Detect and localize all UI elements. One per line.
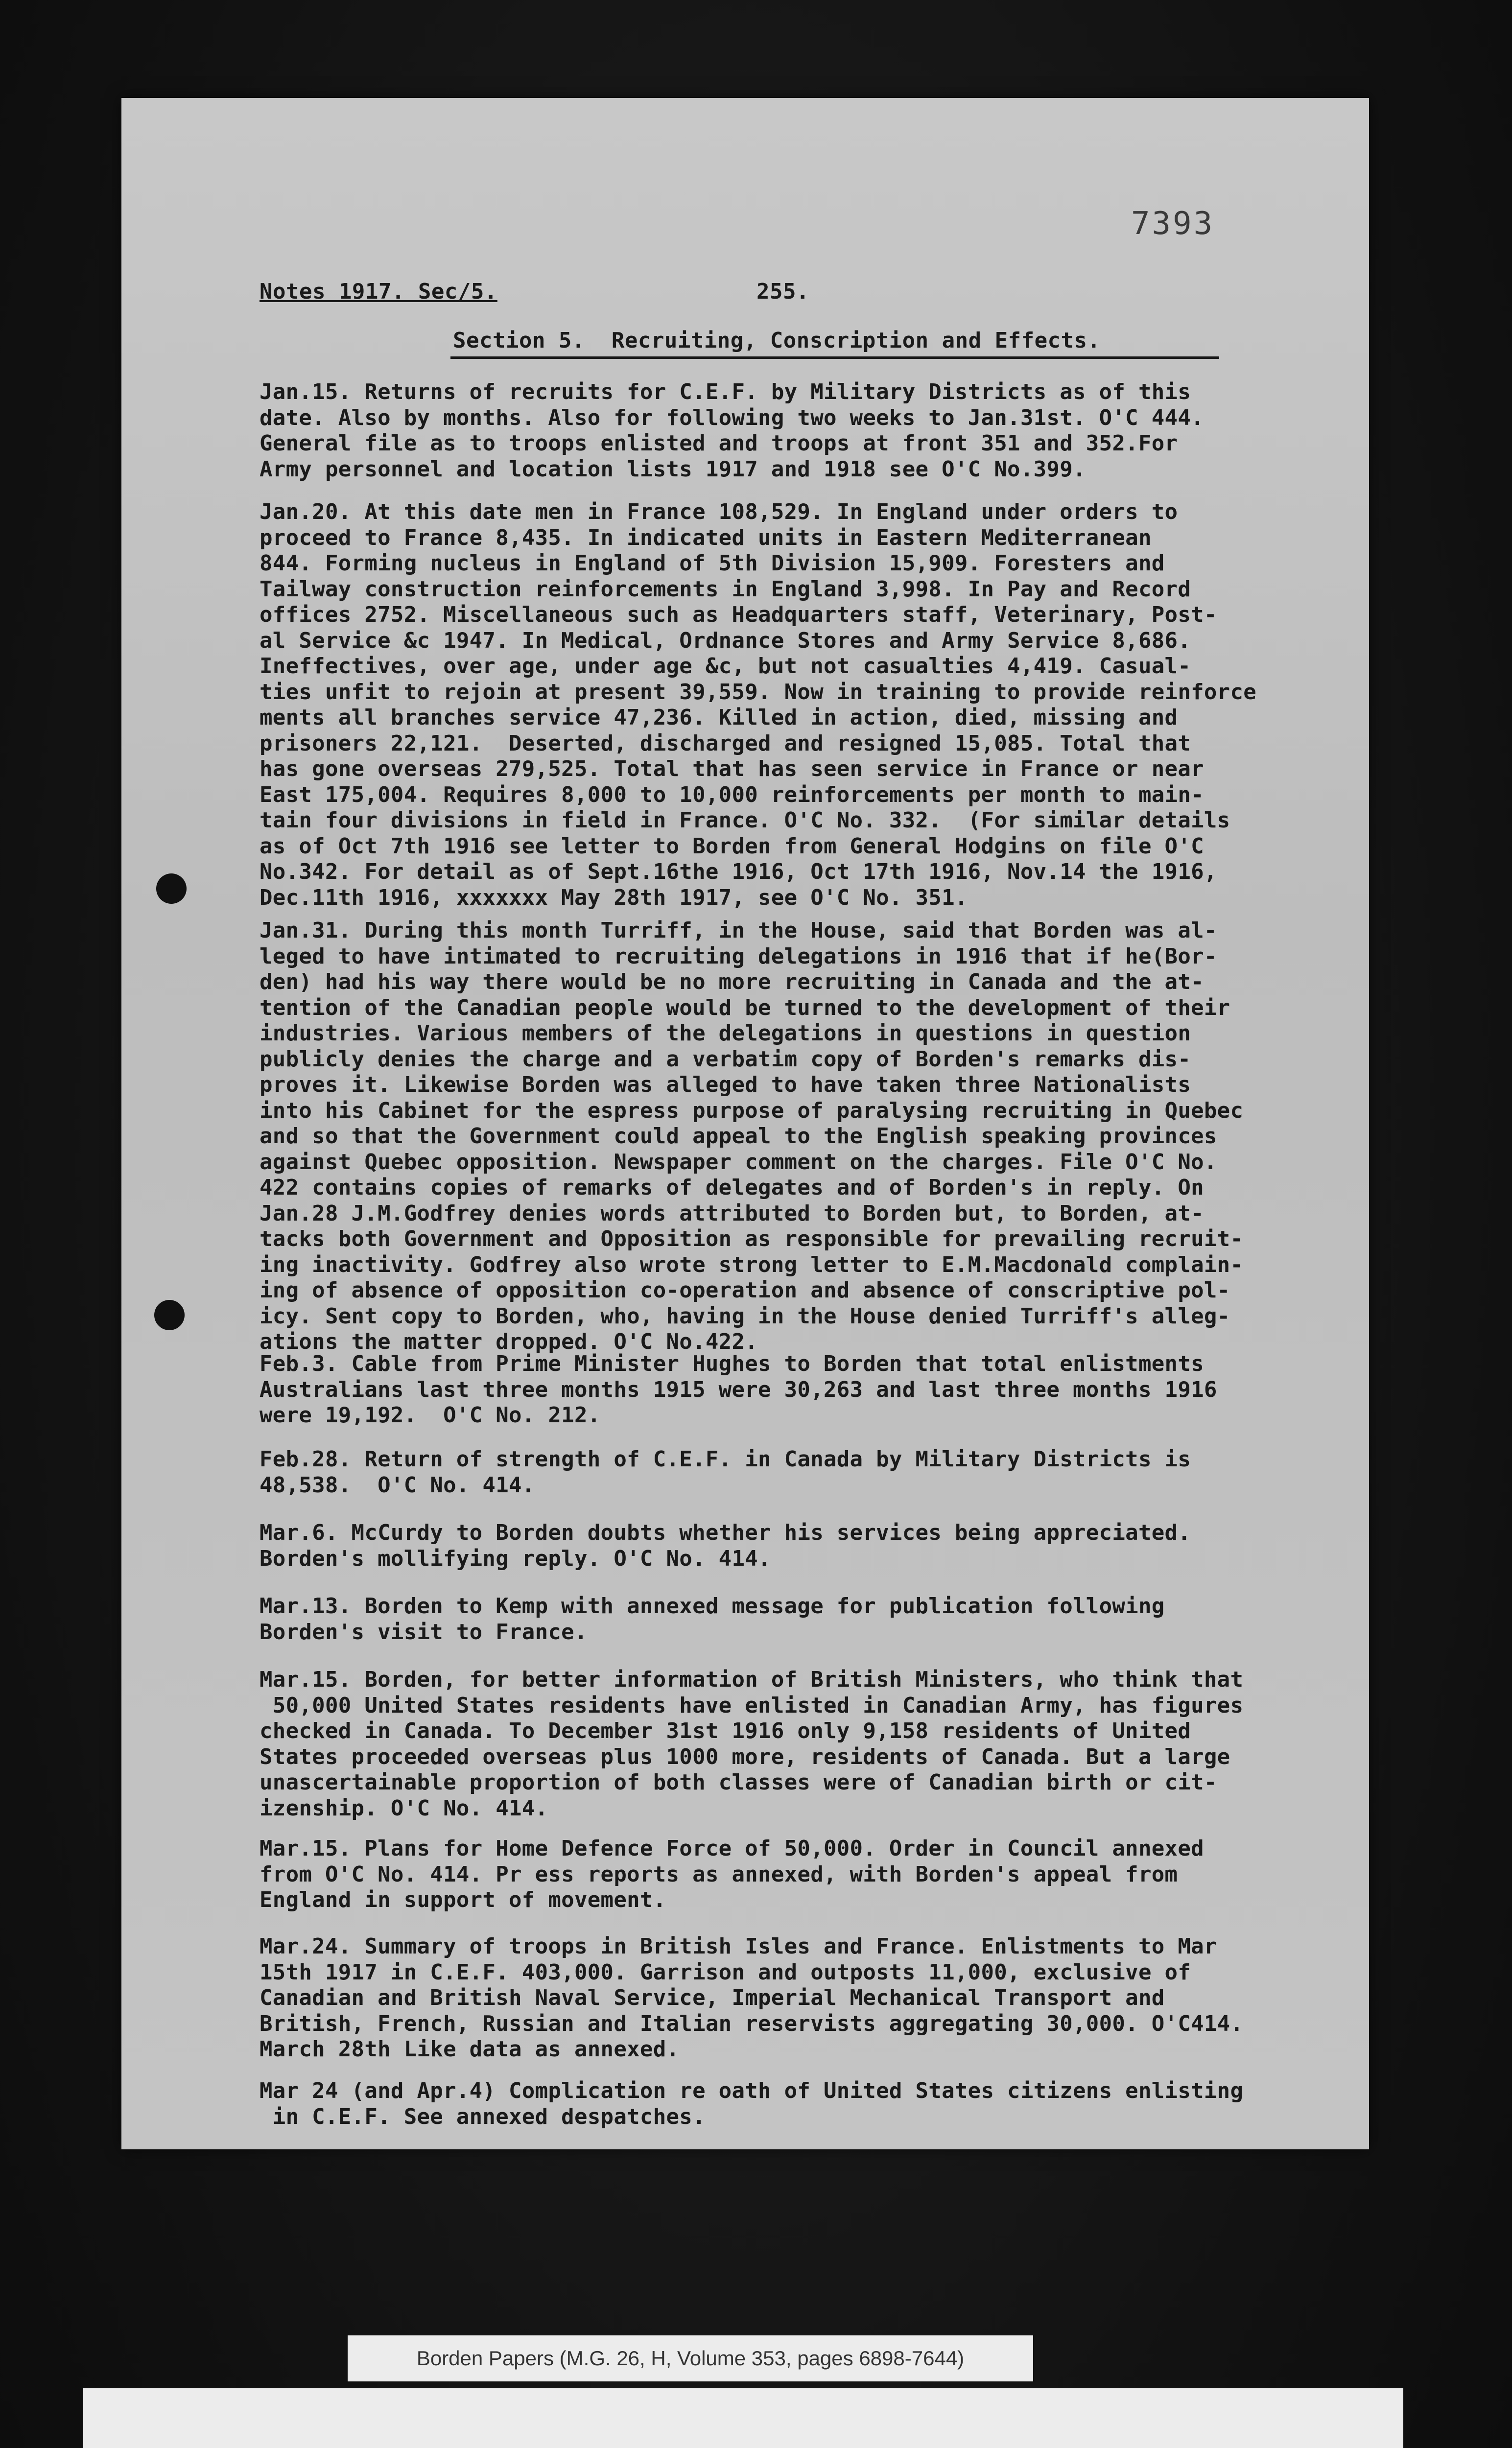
archive-reference-label: Borden Papers (M.G. 26, H, Volume 353, pages 6898-7644) [348,2335,1033,2381]
document-header-reference: Notes 1917. Sec/5. [260,279,497,304]
entry-feb-3: Feb.3. Cable from Prime Minister Hughes to Borden that total enlistments Australians last three months 1915 were 30,263 and last three months 1916 were 19,192. O'C No. 212. [260,1351,1217,1428]
section-title: Section 5. Recruiting, Conscription and Effects. [453,328,1101,353]
binder-hole [154,1300,185,1330]
entry-jan-20: Jan.20. At this date men in France 108,529. In England under orders to proceed to France 8,435. In indicated units in Eastern Mediterranean 844. Forming nucleus in England of 5th Division 15,909. Foresters and Tailway construction reinforcements in England 3,998. In Pay and Record offices 2752. Miscellaneous such as Headquarters staff, Veterinary, Post- al Service &c 1947. In Medical, Ordnance Stores and Army Service 8,686. Ineffectives, over age, under age &c, but not casualties 4,419. Casual- ties unfit to rejoin at present 39,559. Now in training to provide reinforce ments all branches service 47,236. Killed in action, died, missing and prisoners 22,121. Deserted, discharged and resigned 15,085. Total that has gone overseas 279,525. Total that has seen service in France or near East 175,004. Requires 8,000 to 10,000 reinforcements per month to main- tain four divisions in field in France. O'C No. 332. (For similar details as of Oct 7th 1916 see letter to Borden from General Hodgins on file O'C No.342. For detail as of Sept.16the 1916, Oct 17th 1916, Nov.14 the 1916, Dec.11th 1916, xxxxxxx May 28th 1917, see O'C No. 351. [260,499,1257,910]
entry-jan-15: Jan.15. Returns of recruits for C.E.F. by Military Districts as of this date. Also by months. Also for following two weeks to Jan.31st. O'C 444. General file as to troops enlisted and troops at front 351 and 352.For Army personnel and location lists 1917 and 1918 see O'C No.399. [260,379,1204,482]
entry-mar-24-oath: Mar 24 (and Apr.4) Complication re oath of United States citizens enlisting in C.E.F. See annexed despatches. [260,2078,1244,2129]
section-title-underline [450,356,1219,359]
entry-mar-15-borden: Mar.15. Borden, for better information of British Ministers, who think that 50,000 United States residents have enlisted in Canadian Army, has figures checked in Canada. To December 31st 1916 only 9,158 residents of United States proceeded overseas plus 1000 more, residents of Canada. But a large unascertainable proportion of both classes were of Canadian birth or cit- izenship. O'C No. 414. [260,1667,1244,1821]
entry-mar-13: Mar.13. Borden to Kemp with annexed message for publication following Borden's visit to France. [260,1594,1165,1645]
archive-card [83,2388,1403,2448]
document-page-number: 255. [756,279,809,304]
entry-mar-6: Mar.6. McCurdy to Borden doubts whether his services being appreciated. Borden's mollifying reply. O'C No. 414. [260,1520,1191,1571]
entry-feb-28: Feb.28. Return of strength of C.E.F. in Canada by Military Districts is 48,538. O'C No. 414. [260,1447,1191,1498]
entry-mar-15-plans: Mar.15. Plans for Home Defence Force of 50,000. Order in Council annexed from O'C No. 414. Pr ess reports as annexed, with Borden's appeal from England in support of movement. [260,1836,1204,1912]
binder-hole [156,873,187,904]
entry-jan-31: Jan.31. During this month Turriff, in the House, said that Borden was al- leged to have intimated to recruiting delegations in 1916 that if he(Bor- den) had his way there would be no more recruiting in Canada and the at- tention of the Canadian people would be turned to the development of their industries. Various members of the delegations in questions in question publicly denies the charge and a verbatim copy of Borden's remarks dis- proves it. Likewise Borden was alleged to have taken three Nationalists into his Cabinet for the espress purpose of paralysing recruiting in Quebec and so that the Government could appeal to the English speaking provinces against Quebec opposition. Newspaper comment on the charges. File O'C No. 422 contains copies of remarks of delegates and of Borden's in reply. On Jan.28 J.M.Godfrey denies words attributed to Borden but, to Borden, at- tacks both Government and Opposition as responsible for prevailing recruit- ing inactivity. Godfrey also wrote strong letter to E.M.Macdonald complain- ing of absence of opposition co-operation and absence of conscriptive pol- icy. Sent copy to Borden, who, having in the House denied Turriff's alleg- ations the matter dropped. O'C No.422. [260,918,1244,1354]
entry-mar-24-summary: Mar.24. Summary of troops in British Isles and France. Enlistments to Mar 15th 1917 in C.E.F. 403,000. Garrison and outposts 11,000, exclusive of Canadian and British Naval Service, Imperial Mechanical Transport and British, French, Russian and Italian reservists aggregating 30,000. O'C414. March 28th Like data as annexed. [260,1934,1244,2062]
page-stamp-number: 7393 [1131,206,1215,242]
